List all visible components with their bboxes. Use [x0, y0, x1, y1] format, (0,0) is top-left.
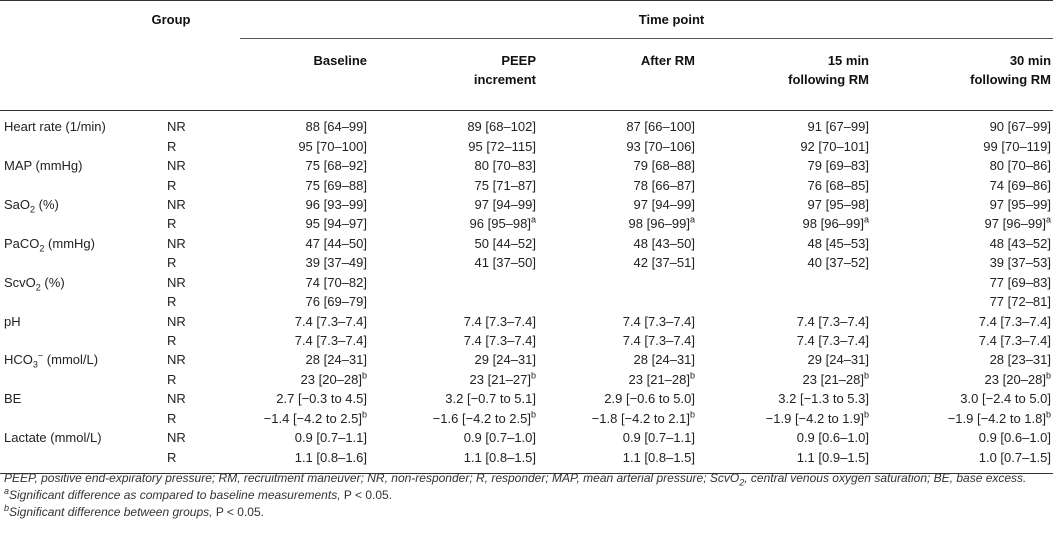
time-point-header: Time point [240, 1, 1053, 39]
table-cell: 79 [69–83] [807, 158, 869, 174]
group-subheader [132, 39, 240, 111]
table-cell: 7.4 [7.3–7.4] [294, 313, 367, 329]
group-label: R [167, 138, 177, 154]
variable-label: SaO$_2$ (%) [4, 196, 59, 215]
table-row [0, 111, 1053, 137]
table-cell: 80 [70–83] [474, 158, 536, 174]
significance-mark: b [361, 409, 367, 420]
table-row [0, 428, 1053, 447]
significance-mark: b [530, 409, 536, 420]
table-cell [713, 273, 887, 292]
table-cell: 1.1 [0.8–1.5] [463, 449, 536, 465]
table-row [0, 273, 1053, 292]
table-cell: 1.0 [0.7–1.5] [978, 449, 1052, 465]
table-row [0, 234, 1053, 253]
table-cell: 3.2 [−0.7 to 5.1] [445, 391, 536, 407]
table-cell: 90 [67–99] [989, 119, 1052, 135]
table-cell: 77 [69–83] [989, 274, 1052, 290]
variable-label [0, 175, 132, 194]
table-row [0, 409, 1053, 428]
variable-label: Lactate (mmol/L) [4, 430, 102, 446]
table-cell: −1.6 [−4.2 to 2.5]$^b$ [432, 409, 536, 426]
group-label: NR [167, 391, 186, 407]
table-cell: 95 [72–115] [468, 138, 536, 154]
table-cell: 96 $[95-98]^a$ [469, 215, 536, 232]
table-cell: 76 [69–79] [305, 294, 367, 310]
table-cell: 97 [94–99] [474, 196, 536, 212]
significance-mark: b [863, 409, 869, 420]
table-cell: 2.7 [−0.3 to 4.5] [276, 391, 367, 407]
table-cell: 50 [44–52] [474, 235, 536, 251]
table-cell: 0.9 [0.7–1.1] [622, 430, 695, 446]
footnote-b: $^b$Significant difference between groups, P < 0.05. [4, 503, 264, 519]
table-cell: 74 [70–82] [305, 274, 367, 290]
table-cell: 28 [23–31] [989, 352, 1052, 368]
significance-mark: b [530, 370, 536, 381]
table-cell: −1.9 [−4.2 to 1.8]$^b$ [947, 409, 1052, 426]
variable-label: PaCO$_2$ (mmHg) [4, 235, 95, 254]
table-cell: 28 [24–31] [633, 352, 695, 368]
table-footnotes [4, 470, 1049, 521]
table-cell: −1.9 [−4.2 to 1.9]$^b$ [765, 409, 869, 426]
table-cell: 7.4 [7.3–7.4] [796, 333, 869, 349]
table-row [0, 370, 1053, 389]
column-header: After RM [640, 53, 695, 68]
group-label: R [167, 371, 177, 387]
table-cell: 91 [67–99] [807, 119, 869, 135]
table-cell: 7.4 [7.3–7.4] [294, 333, 367, 349]
table-row [0, 214, 1053, 233]
table-cell: 3.0 [−2.4 to 5.0] [960, 391, 1052, 407]
table-cell: 97 $[96-99]^a$ [984, 215, 1052, 232]
significance-mark: a [1046, 215, 1052, 226]
table-cell: 0.9 [0.7–1.1] [294, 430, 367, 446]
column-header: Baseline [313, 53, 367, 68]
group-label: NR [167, 274, 186, 290]
table-cell: 77 [72–81] [989, 294, 1052, 310]
table-cell: 7.4 [7.3–7.4] [978, 313, 1052, 329]
table-cell: 48 [43–50] [633, 235, 695, 251]
table-cell: 29 [24–31] [474, 352, 536, 368]
table-cell: 1.1 [0.9–1.5] [796, 449, 869, 465]
group-label: R [167, 294, 177, 310]
variable-label [0, 253, 132, 272]
table-row [0, 175, 1053, 194]
table-cell: 93 [70–106] [626, 138, 695, 154]
table-cell: 87 [66–100] [626, 119, 695, 135]
table-cell: 0.9 [0.6–1.0] [978, 430, 1052, 446]
variable-label: MAP (mmHg) [4, 158, 83, 174]
significance-mark: b [1046, 409, 1052, 420]
table-cell: 23 $[20-28]^b$ [984, 370, 1052, 387]
table-cell: 74 [69–86] [989, 177, 1052, 193]
table-row [0, 253, 1053, 272]
variable-label: $HCO_3^-$ (mmol/L) [4, 351, 99, 371]
table-cell: 92 [70–101] [800, 138, 869, 154]
table-cell [385, 292, 554, 311]
variable-label: ScvO$_2$ (%) [4, 274, 65, 293]
table-cell: −1.4 [−4.2 to 2.5]$^b$ [263, 409, 367, 426]
footnote-abbreviations: PEEP, positive end-expiratory pressure; RM, recruitment maneuver; NR, non-responder; R, responder; MAP, mean arterial pressure; ScvO$_2$, central venous oxygen saturation; BE, base excess. [4, 471, 1027, 488]
significance-mark: b [863, 370, 869, 381]
table-cell: 75 [71–87] [474, 177, 536, 193]
group-label: R [167, 255, 177, 271]
table-cell: 1.1 [0.8–1.6] [294, 449, 367, 465]
variable-label [0, 331, 132, 350]
table-cell: 7.4 [7.3–7.4] [463, 333, 536, 349]
table-row [0, 331, 1053, 350]
column-header: 30 min following RM [970, 53, 1052, 87]
table-cell: 79 [68–88] [633, 158, 695, 174]
significance-mark: b [361, 370, 367, 381]
table-cell: −1.8 [−4.2 to 2.1]$^b$ [591, 409, 695, 426]
footnote-a: $^a$Significant difference as compared to baseline measurements, P < 0.05. [4, 486, 393, 502]
table-row [0, 136, 1053, 155]
table-cell: 99 [70–119] [983, 138, 1052, 154]
table-body [0, 111, 1053, 474]
table-row [0, 195, 1053, 214]
table-row [0, 311, 1053, 330]
table-cell: 48 [45–53] [807, 235, 869, 251]
significance-mark: b [689, 409, 695, 420]
group-label: NR [167, 352, 186, 368]
variable-label [0, 292, 132, 311]
table-cell: 76 [68–85] [807, 177, 869, 193]
table-cell: 39 [37–53] [989, 255, 1052, 271]
variable-label [0, 409, 132, 428]
table-cell: 48 [43–52] [989, 235, 1052, 251]
table-row [0, 389, 1053, 408]
table-row [0, 156, 1053, 175]
table-cell: 28 [24–31] [305, 352, 367, 368]
table-cell: 89 [68–102] [467, 119, 536, 135]
variable-label: Heart rate (1/min) [4, 119, 106, 135]
table-cell [713, 292, 887, 311]
table-cell: 39 [37–49] [305, 255, 367, 271]
table-cell: 97 [94–99] [633, 196, 695, 212]
significance-mark: a [863, 215, 869, 226]
table-cell: 97 [95–99] [989, 196, 1052, 212]
group-label: R [167, 333, 177, 349]
group-label: NR [167, 158, 186, 174]
group-label: R [167, 410, 177, 426]
table-cell: 0.9 [0.6–1.0] [796, 430, 869, 446]
table-cell: 23 $[21-27]^b$ [469, 370, 536, 387]
table-cell: 98 $[96-99]^a$ [628, 215, 695, 232]
group-label: NR [167, 235, 186, 251]
significance-mark: a [530, 215, 536, 226]
group-label: R [167, 449, 177, 465]
table-header [0, 1, 1053, 111]
table-cell: 97 [95–98] [807, 196, 869, 212]
table-cell: 7.4 [7.3–7.4] [622, 333, 695, 349]
table-cell: 2.9 [−0.6 to 5.0] [604, 391, 695, 407]
table-cell: 95 [70–100] [298, 138, 367, 154]
table-cell: 23 $[21-28]^b$ [802, 370, 869, 387]
table-row [0, 350, 1053, 369]
group-label: R [167, 177, 177, 193]
significance-mark: b [1046, 370, 1052, 381]
group-header: Group [151, 12, 191, 28]
variable-label: pH [4, 313, 21, 329]
group-label: NR [167, 313, 186, 329]
variable-label [0, 214, 132, 233]
table-cell: 75 [69–88] [305, 177, 367, 193]
variable-subheader [0, 39, 132, 111]
table-cell: 80 [70–86] [989, 158, 1052, 174]
table-cell: 47 [44–50] [305, 235, 367, 251]
table-cell: 7.4 [7.3–7.4] [463, 313, 536, 329]
group-label: R [167, 216, 177, 232]
table-cell: 95 [94–97] [305, 216, 367, 232]
table-cell: 7.4 [7.3–7.4] [796, 313, 869, 329]
table-cell: 23 $[20-28]^b$ [300, 370, 367, 387]
table-cell: 78 [66–87] [633, 177, 695, 193]
table-cell: 0.9 [0.7–1.0] [463, 430, 536, 446]
table-cell: 3.2 [−1.3 to 5.3] [778, 391, 869, 407]
table-cell: 41 [37–50] [474, 255, 536, 271]
table-cell [385, 273, 554, 292]
group-label: NR [167, 430, 186, 446]
group-label: NR [167, 196, 186, 212]
column-header: 15 min following RM [788, 53, 869, 87]
variable-label [0, 136, 132, 155]
table-cell: 42 [37–51] [633, 255, 695, 271]
table-cell: 75 [68–92] [305, 158, 367, 174]
group-label: NR [167, 119, 186, 135]
table-cell: 88 [64–99] [305, 119, 367, 135]
table-row [0, 292, 1053, 311]
table-cell: 98 $[96-99]^a$ [802, 215, 869, 232]
table-cell [554, 273, 713, 292]
variable-label: BE [4, 391, 22, 407]
table-cell: 96 [93–99] [305, 196, 367, 212]
table-cell: 7.4 [7.3–7.4] [978, 333, 1052, 349]
table-cell: 7.4 [7.3–7.4] [622, 313, 695, 329]
table-cell: 40 [37–52] [807, 255, 869, 271]
table-cell: 1.1 [0.8–1.5] [622, 449, 695, 465]
significance-mark: a [689, 215, 695, 226]
significance-mark: b [689, 370, 695, 381]
table-cell: 23 $[21-28]^b$ [628, 370, 695, 387]
variable-header [0, 1, 132, 39]
column-header: PEEP increment [473, 53, 536, 87]
variable-label [0, 370, 132, 389]
table-cell [554, 292, 713, 311]
table-cell: 29 [24–31] [807, 352, 869, 368]
